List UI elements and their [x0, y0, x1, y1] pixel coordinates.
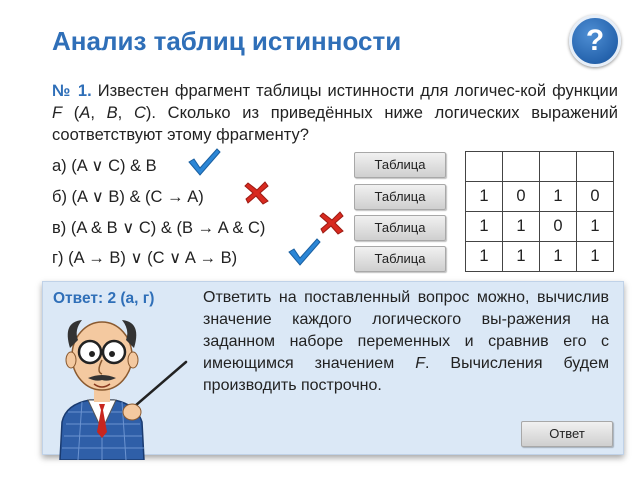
table-row	[466, 152, 614, 182]
problem-text-1: Известен фрагмент таблицы истинности для логичес-кой функции	[91, 82, 618, 100]
problem-sep-1: ,	[90, 104, 107, 122]
table-row	[466, 242, 614, 272]
table-cell: 1	[503, 212, 540, 242]
table-cell	[466, 152, 503, 182]
table-cell: 1	[540, 242, 577, 272]
page-title: Анализ таблиц истинности	[52, 26, 402, 56]
help-button[interactable]: ?	[569, 15, 621, 67]
problem-sep-2: ,	[117, 104, 134, 122]
problem-text-3: ). Сколько из приведённых ниже логических выражений соответствуют этому фрагменту?	[52, 104, 618, 144]
table-cell: 1	[466, 212, 503, 242]
table-button-b[interactable]: Таблица	[354, 184, 446, 210]
check-icon	[186, 146, 222, 178]
problem-var-c: C	[133, 104, 146, 122]
table-cell	[503, 152, 540, 182]
answer-explanation	[203, 287, 609, 397]
table-row	[466, 182, 614, 212]
table-cell: 0	[577, 182, 614, 212]
cross-icon	[319, 210, 345, 236]
expression-a: а) (A ∨ C) & B	[52, 157, 157, 175]
answer-text-2: . Вычисления будем производить построчно.	[203, 355, 609, 394]
expression-b: б) (A ∨ B) & (C → A)	[52, 188, 204, 206]
expression-d: г) (A → B) ∨ (C ∨ A → B)	[52, 249, 238, 267]
table-cell	[540, 152, 577, 182]
table-cell: 1	[577, 212, 614, 242]
table-cell: 0	[503, 182, 540, 212]
problem-var-b: B	[106, 104, 118, 122]
answer-label: Ответ: 2 (а, г)	[53, 290, 155, 307]
table-cell: 1	[466, 182, 503, 212]
answer-button[interactable]: Ответ	[521, 421, 613, 447]
answer-func: F	[415, 355, 425, 372]
table-button-c[interactable]: Таблица	[354, 215, 446, 241]
table-button-a[interactable]: Таблица	[354, 152, 446, 178]
check-icon	[286, 236, 322, 268]
expression-c: в) (A & B ∨ C) & (B → A & C)	[52, 219, 266, 237]
teacher-illustration	[32, 300, 192, 460]
problem-text-2: (	[62, 104, 80, 122]
table-cell: 1	[540, 182, 577, 212]
table-cell: 1	[503, 242, 540, 272]
table-button-d[interactable]: Таблица	[354, 246, 446, 272]
problem-number: № 1.	[52, 82, 92, 100]
table-cell: 1	[466, 242, 503, 272]
cross-icon	[244, 180, 270, 206]
truth-table	[465, 151, 614, 272]
table-cell	[577, 152, 614, 182]
table-row	[466, 212, 614, 242]
problem-var-a: A	[79, 104, 91, 122]
problem-func: F	[52, 104, 63, 122]
table-cell: 0	[540, 212, 577, 242]
table-cell: 1	[577, 242, 614, 272]
problem-statement	[52, 80, 618, 146]
answer-text-1: Ответить на поставленный вопрос можно, вычислив значение каждого логического вы-ражения на заданном наборе переменных и сравнив его с имеющимся значением	[203, 289, 609, 372]
